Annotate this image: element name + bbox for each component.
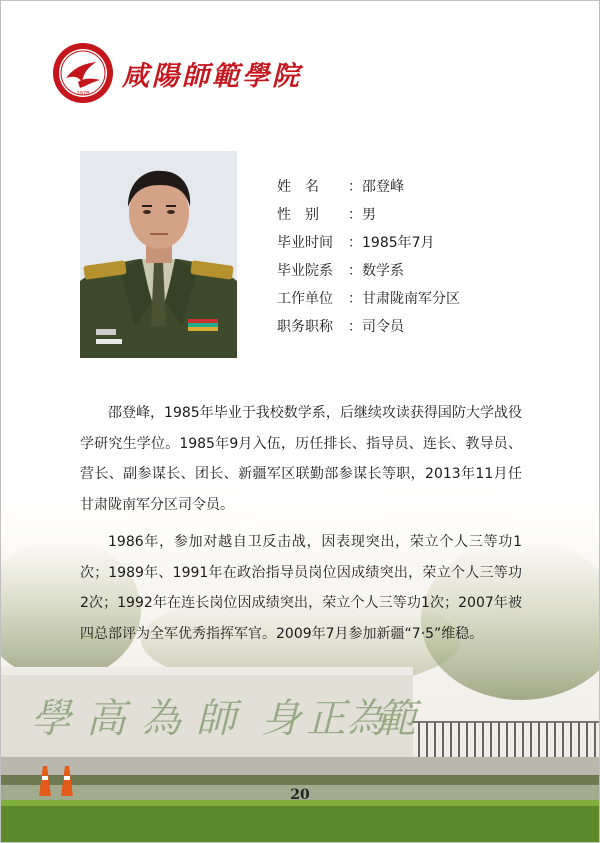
svg-text:師: 師 [196,696,236,742]
biography-text [80,398,522,656]
svg-text:高: 高 [86,696,126,742]
svg-text:身: 身 [261,696,301,742]
profile-label: 工作单位 [277,291,333,307]
profile-row-position [277,316,460,344]
svg-text:學: 學 [31,696,71,742]
profile-colon: ： [348,179,362,195]
profile-row-employer [277,288,460,316]
profile-value: 数学系 [362,263,404,279]
profile-row-gender [277,204,460,232]
svg-text:範: 範 [376,696,416,742]
profile-value: 1985年7月 [362,235,435,251]
svg-text:1978: 1978 [76,91,90,97]
svg-text:為: 為 [141,696,181,742]
profile-value: 邵登峰 [362,179,404,195]
profile-value: 甘肃陇南军分区 [362,291,460,307]
biography-paragraph: 1986年，参加对越自卫反击战，因表现突出，荣立个人三等功1次；1989年、1991年在政治指导员岗位因成绩突出，荣立个人三等功2次；1992年在连长岗位因成绩突出，荣立个人三等功1次；2007年被四总部评为全军优秀指挥军官。2009年7月参加新疆“7·5”维稳。 [80,534,522,642]
school-logo-emblem [52,42,114,104]
profile-value: 男 [362,207,376,223]
profile-label: 毕业院系 [277,263,333,279]
profile-label: 姓 名 [277,179,319,195]
profile-colon: ： [348,207,362,223]
profile-info-list [277,176,460,344]
svg-text:正: 正 [306,696,346,742]
profile-label: 性 别 [277,207,319,223]
profile-colon: ： [348,291,362,307]
profile-colon: ： [348,235,362,251]
portrait-photo [80,151,237,358]
profile-colon: ： [348,319,362,335]
profile-row-graduation-date [277,232,460,260]
profile-value: 司令员 [362,319,404,335]
profile-label: 职务职称 [277,319,333,335]
school-name-title: 咸陽師範學院 [122,61,302,92]
profile-row-department [277,260,460,288]
profile-colon: ： [348,263,362,279]
svg-text:為: 為 [346,696,386,742]
profile-label: 毕业时间 [277,235,333,251]
page-number: 20 [290,787,310,803]
profile-row-name [277,176,460,204]
biography-paragraph: 邵登峰，1985年毕业于我校数学系，后继续攻读获得国防大学战役学研究生学位。1985年9月入伍，历任排长、指导员、连长、教导员、营长、副参谋长、团长、新疆军区联勤部参谋长等职，2013年11月任甘肃陇南军分区司令员。 [80,405,522,513]
